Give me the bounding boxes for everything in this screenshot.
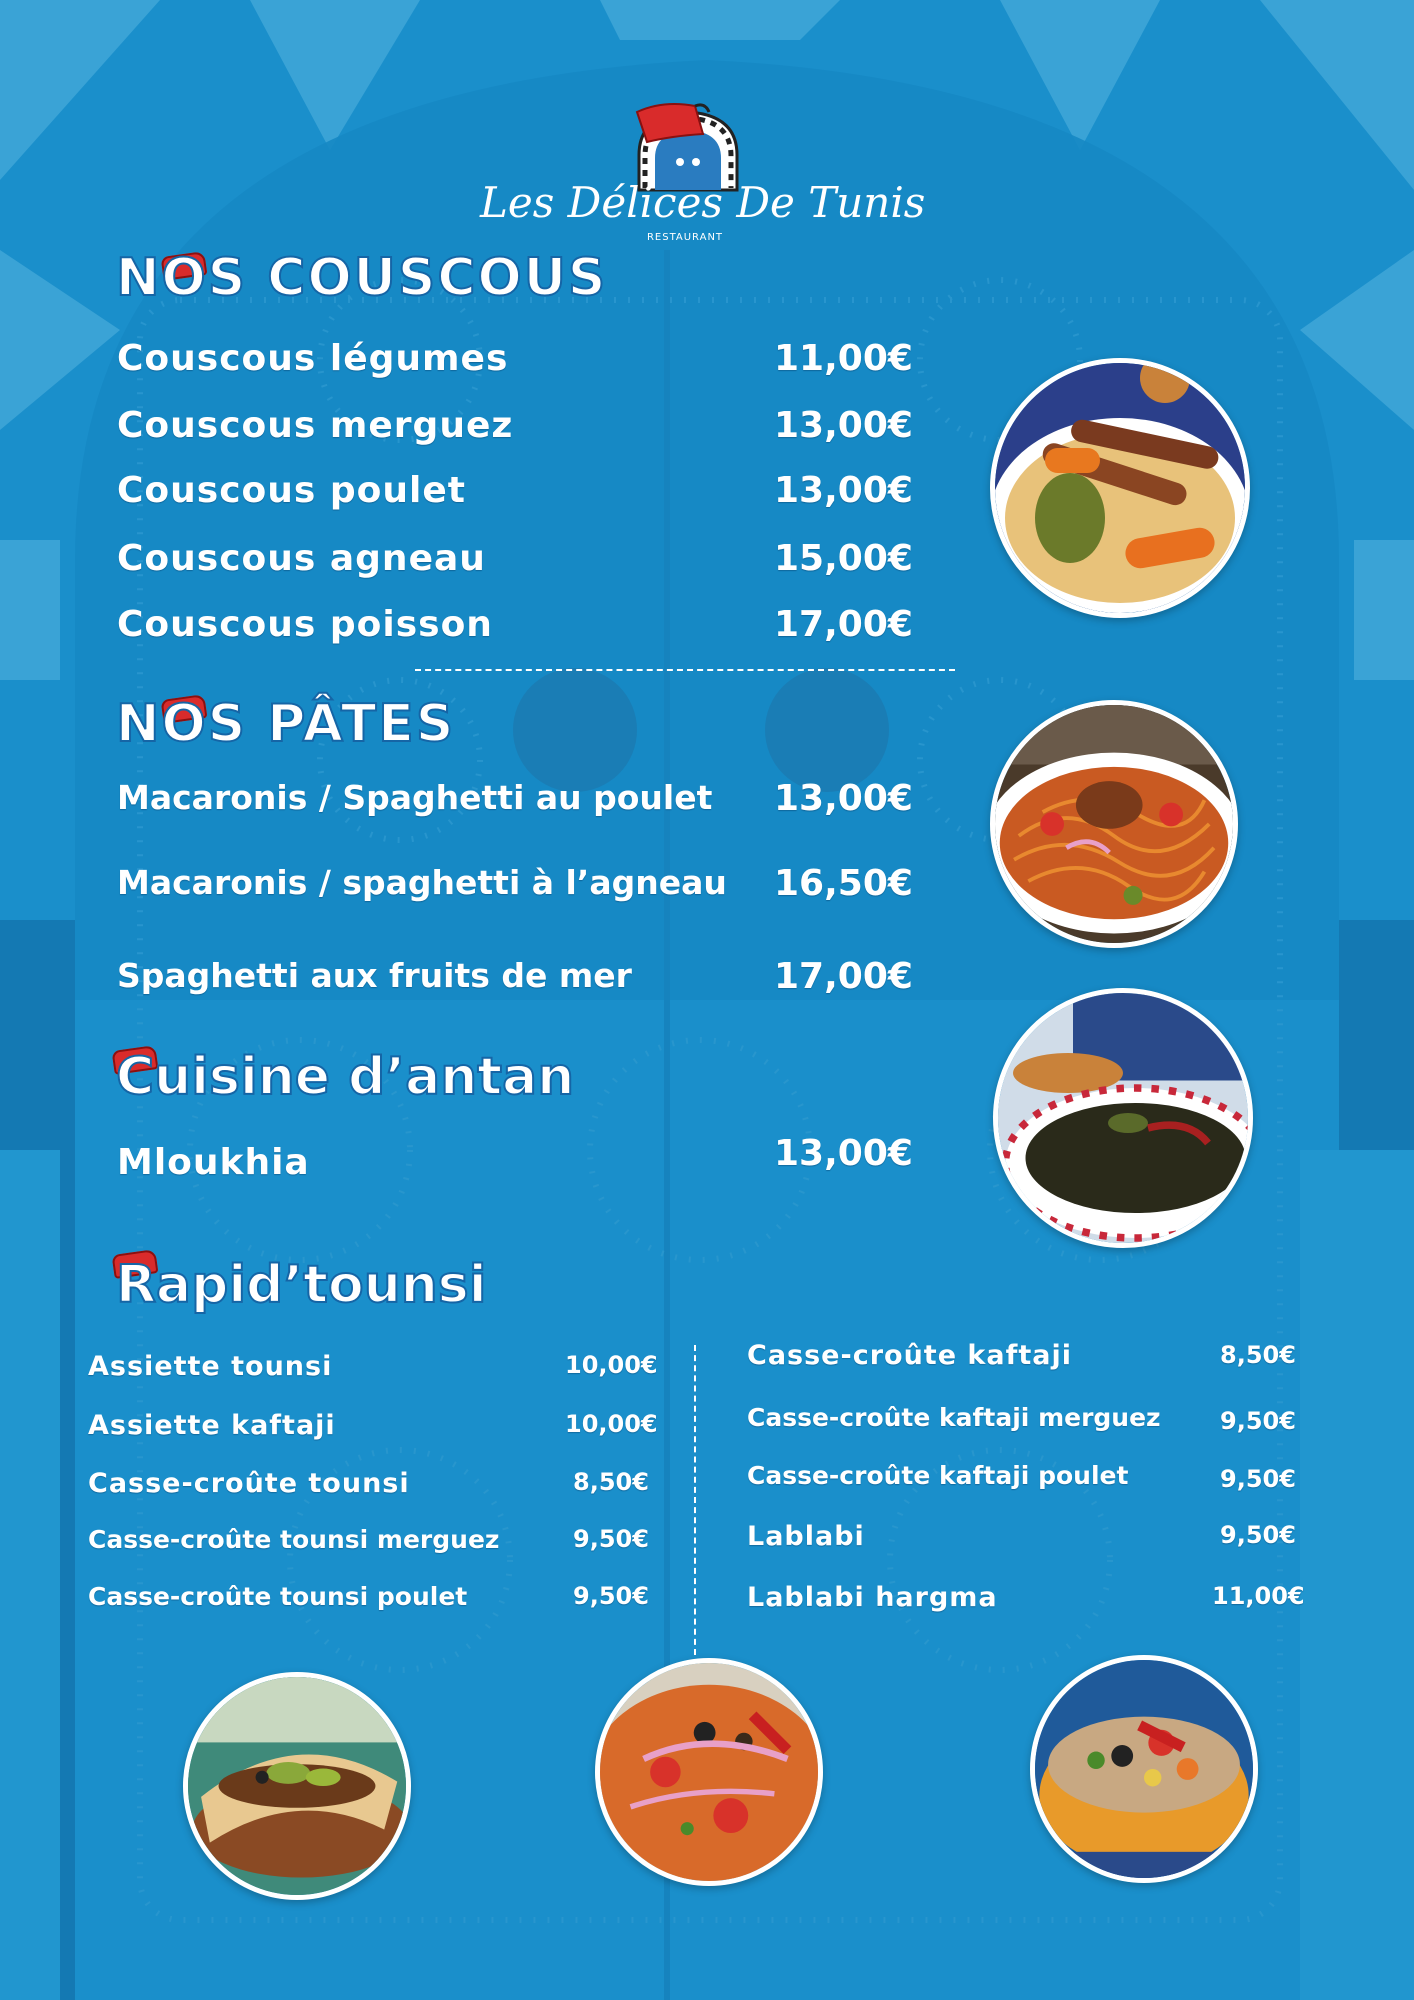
menu-item-name: Couscous poulet — [117, 470, 466, 511]
menu-item-price: 9,50€ — [1220, 1465, 1296, 1493]
menu-item-name: Spaghetti aux fruits de mer — [117, 956, 632, 995]
menu-item-price: 9,50€ — [1220, 1407, 1296, 1435]
menu-item-price: 13,00€ — [774, 405, 913, 446]
section-title-pates: NOS PÂTES — [116, 694, 456, 754]
menu-item-price: 9,50€ — [1220, 1521, 1296, 1549]
section-title-antan: Cuisine d’antan — [116, 1047, 575, 1107]
restaurant-name: Les Délices De Tunis — [480, 178, 926, 227]
restaurant-subtitle: RESTAURANT — [646, 232, 724, 243]
menu-item-price: 13,00€ — [774, 470, 913, 511]
casse-croute-photo — [183, 1672, 411, 1900]
lablabi-photo — [1030, 1655, 1258, 1883]
section-title-couscous: NOS COUSCOUS — [116, 248, 608, 308]
menu-item-price: 10,00€ — [565, 1351, 658, 1379]
menu-item-price: 9,50€ — [573, 1582, 649, 1610]
menu-item-name: Casse-croûte tounsi — [88, 1468, 410, 1499]
menu-item-name: Casse-croûte tounsi merguez — [88, 1525, 500, 1554]
tounsi-plate-photo — [595, 1658, 823, 1886]
menu-item-price: 11,00€ — [774, 338, 913, 379]
menu-item-price: 17,00€ — [774, 604, 913, 645]
couscous-photo — [990, 358, 1250, 618]
menu-item-price: 16,50€ — [774, 863, 913, 904]
menu-item-name: Mloukhia — [117, 1142, 310, 1183]
pasta-photo — [990, 700, 1238, 948]
menu-item-price: 11,00€ — [1212, 1582, 1305, 1610]
column-divider — [694, 1345, 696, 1655]
section-divider — [415, 669, 955, 671]
mloukhia-photo — [993, 988, 1253, 1248]
menu-item-price: 8,50€ — [1220, 1341, 1296, 1369]
menu-item-name: Macaronis / Spaghetti au poulet — [117, 778, 713, 817]
section-title-rapid: Rapid’tounsi — [116, 1255, 487, 1315]
menu-item-price: 10,00€ — [565, 1410, 658, 1438]
menu-item-name: Couscous agneau — [117, 538, 486, 579]
menu-item-name: Lablabi — [747, 1521, 865, 1552]
menu-item-name: Casse-croûte kaftaji poulet — [747, 1461, 1129, 1490]
menu-item-name: Couscous merguez — [117, 405, 514, 446]
menu-item-name: Assiette tounsi — [88, 1351, 333, 1382]
menu-item-name: Macaronis / spaghetti à l’agneau — [117, 863, 727, 902]
menu-item-price: 15,00€ — [774, 538, 913, 579]
menu-item-price: 13,00€ — [774, 1133, 913, 1174]
menu-item-price: 8,50€ — [573, 1468, 649, 1496]
menu-item-price: 17,00€ — [774, 956, 913, 997]
menu-item-name: Lablabi hargma — [747, 1582, 998, 1613]
menu-item-price: 13,00€ — [774, 778, 913, 819]
menu-item-name: Couscous poisson — [117, 604, 493, 645]
menu-item-name: Casse-croûte kaftaji — [747, 1340, 1072, 1371]
menu-item-name: Couscous légumes — [117, 338, 509, 379]
menu-item-name: Casse-croûte tounsi poulet — [88, 1582, 468, 1611]
menu-item-name: Assiette kaftaji — [88, 1410, 336, 1441]
menu-item-price: 9,50€ — [573, 1525, 649, 1553]
menu-item-name: Casse-croûte kaftaji merguez — [747, 1403, 1161, 1432]
